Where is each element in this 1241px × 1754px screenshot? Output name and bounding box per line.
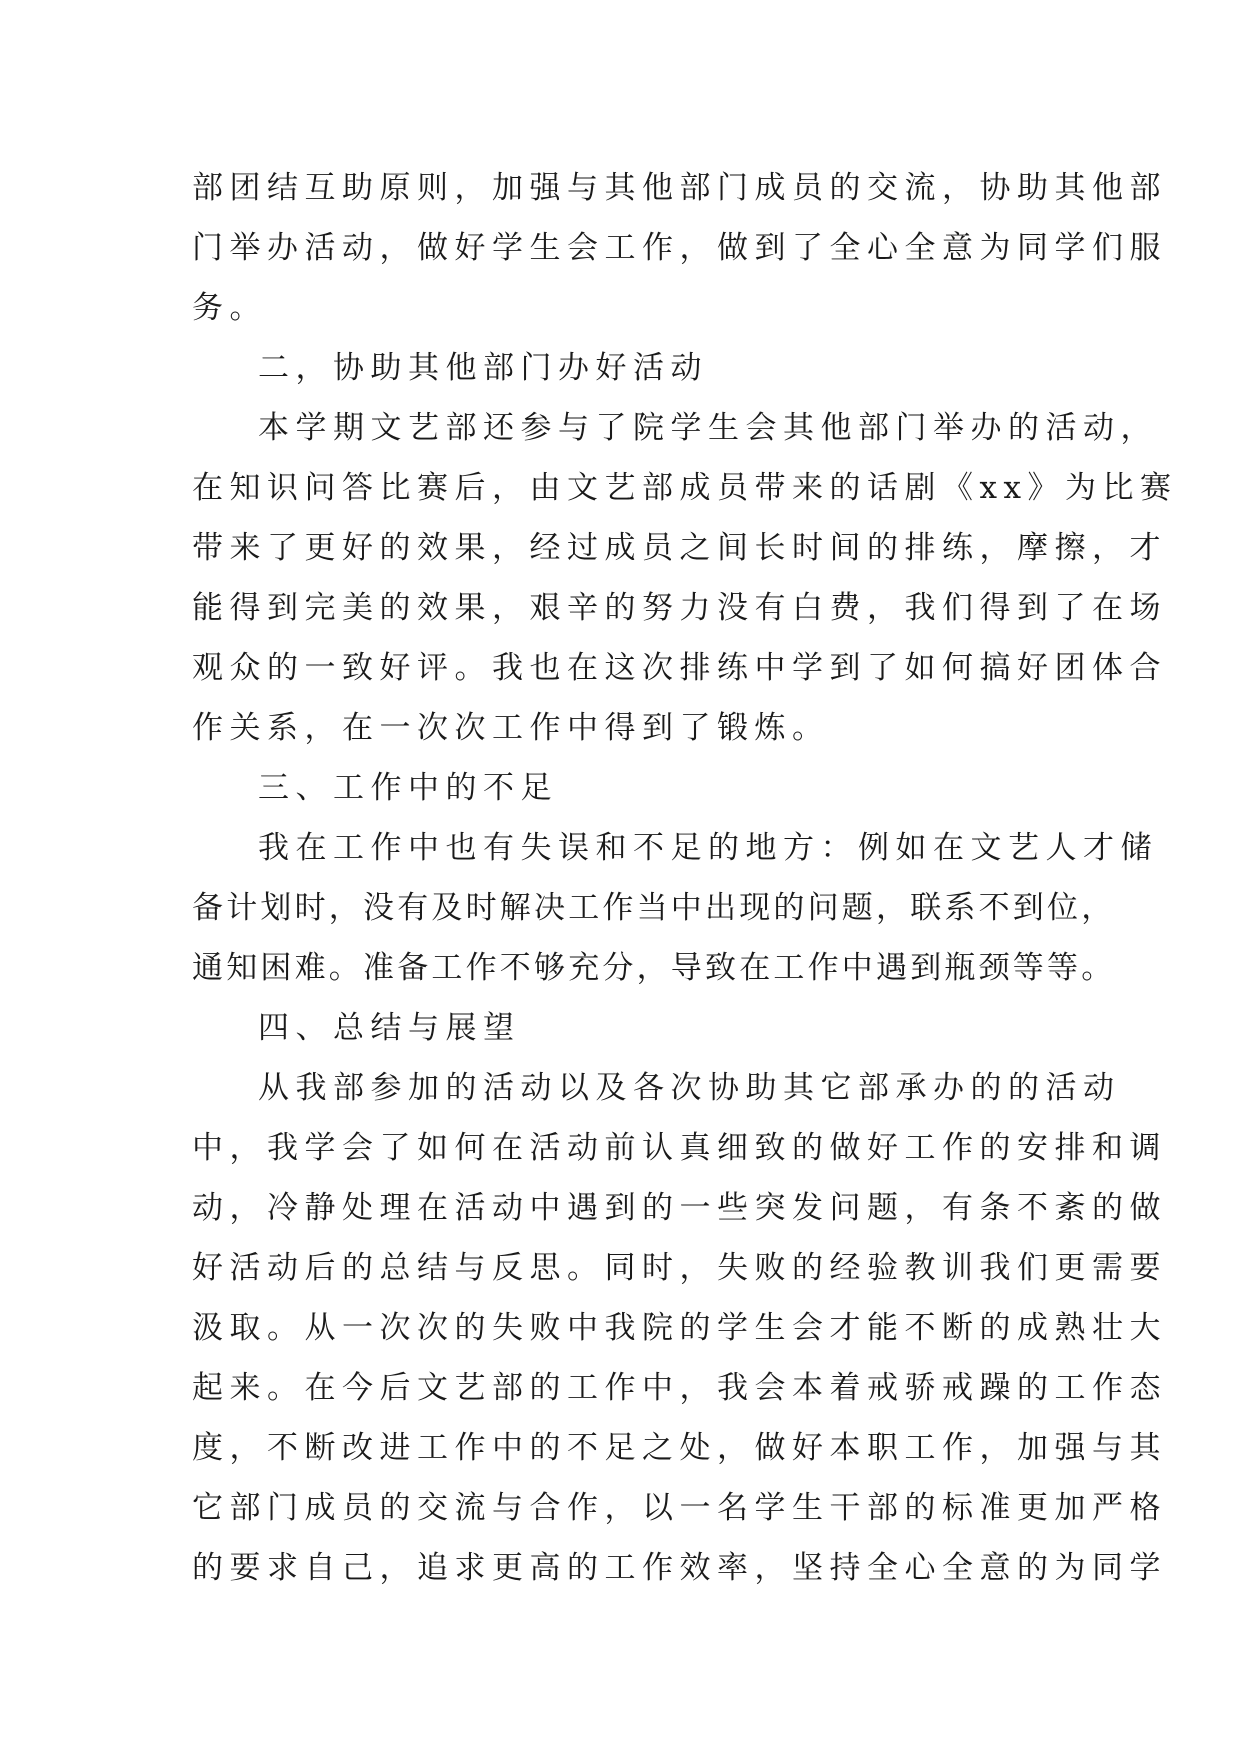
text-line: 备计划时，没有及时解决工作当中出现的问题，联系不到位， bbox=[192, 890, 1116, 926]
text-line: 汲取。从一次次的失败中我院的学生会才能不断的成熟壮大 bbox=[192, 1310, 1167, 1346]
text-line: 带来了更好的效果，经过成员之间长时间的排练，摩擦，才 bbox=[192, 530, 1167, 566]
text-line: 能得到完美的效果，艰辛的努力没有白费，我们得到了在场 bbox=[192, 590, 1167, 626]
text-line: 部团结互助原则，加强与其他部门成员的交流，协助其他部 bbox=[192, 170, 1167, 206]
section-heading: 二，协助其他部门办好活动 bbox=[258, 350, 708, 386]
text-line: 作关系，在一次次工作中得到了锻炼。 bbox=[192, 710, 830, 746]
section-heading: 三、工作中的不足 bbox=[258, 770, 558, 806]
section-heading: 四、总结与展望 bbox=[258, 1010, 521, 1046]
text-line: 通知困难。准备工作不够充分，导致在工作中遇到瓶颈等等。 bbox=[192, 950, 1116, 986]
text-line: 起来。在今后文艺部的工作中，我会本着戒骄戒躁的工作态 bbox=[192, 1370, 1167, 1406]
paragraph-first-line: 从我部参加的活动以及各次协助其它部承办的的活动 bbox=[258, 1070, 1121, 1106]
text-line: 动，冷静处理在活动中遇到的一些突发问题，有条不紊的做 bbox=[192, 1190, 1167, 1226]
text-line: 好活动后的总结与反思。同时，失败的经验教训我们更需要 bbox=[192, 1250, 1167, 1286]
text-line: 观众的一致好评。我也在这次排练中学到了如何搞好团体合 bbox=[192, 650, 1167, 686]
paragraph-first-line: 本学期文艺部还参与了院学生会其他部门举办的活动， bbox=[258, 410, 1158, 446]
text-line: 度，不断改进工作中的不足之处，做好本职工作，加强与其 bbox=[192, 1430, 1167, 1466]
document-body bbox=[192, 158, 1178, 1598]
text-line: 门举办活动，做好学生会工作，做到了全心全意为同学们服 bbox=[192, 230, 1167, 266]
text-line: 务。 bbox=[192, 290, 267, 326]
text-line: 中，我学会了如何在活动前认真细致的做好工作的安排和调 bbox=[192, 1130, 1167, 1166]
paragraph-first-line: 我在工作中也有失误和不足的地方：例如在文艺人才储 bbox=[258, 830, 1158, 866]
text-line: 在知识问答比赛后，由文艺部成员带来的话剧《xx》为比赛 bbox=[192, 470, 1178, 506]
text-line: 的要求自己，追求更高的工作效率，坚持全心全意的为同学 bbox=[192, 1550, 1167, 1586]
text-line: 它部门成员的交流与合作，以一名学生干部的标准更加严格 bbox=[192, 1490, 1167, 1526]
